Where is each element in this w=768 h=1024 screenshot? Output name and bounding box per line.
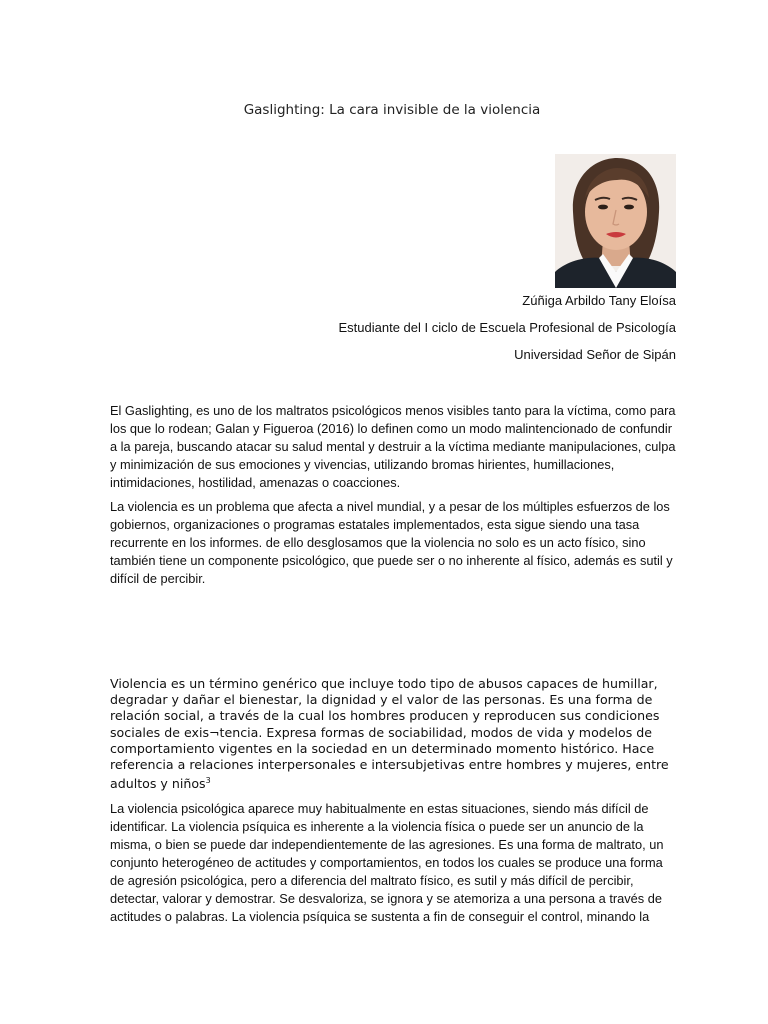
paragraph-intro: El Gaslighting, es uno de los maltratos psicológicos menos visibles tanto para la víctima, como para los que lo rodean; Galan y Figueroa (2016) lo definen como un modo malintencionado de confundir a la pareja, buscando atacar su salud mental y destruir a la víctima mediante manipulaciones, culpa y minimización de sus emociones y vivencias, utilizando bromas hirientes, humillaciones, intimidaciones, hostilidad, amenazas o coacciones. (110, 403, 676, 490)
quote-paragraph (110, 676, 680, 793)
paragraph-psychological: La violencia psicológica aparece muy habitualmente en estas situaciones, siendo más difícil de identificar. La violencia psíquica es inherente a la violencia física o puede ser un anuncio de la misma, o bien se puede dar independientemente de las agresiones. Es una forma de maltrato, un conjunto heterogéneo de actitudes y comportamientos, en todos los cuales se produce una forma de agresión psicológica, pero a diferencia del maltrato físico, es sutil y más difícil de percibir, detectar, valorar y demostrar. Se desvaloriza, se ignora y se atemoriza a una persona a través de actitudes o palabras. La violencia psíquica se sustenta a fin de conseguir el control, minando la (110, 801, 664, 924)
author-name: Zúñiga Arbildo Tany Eloísa (522, 293, 676, 308)
paragraph-violence: La violencia es un problema que afecta a nivel mundial, y a pesar de los múltiples esfuerzos de los gobiernos, organizaciones o programas estatales implementados, esta sigue siendo una tasa recurrente en los informes. de ello desglosamos que la violencia no solo es un acto físico, sino también tiene un componente psicológico, que puede ser o no inherente al físico, además es sutil y difícil de percibir. (110, 499, 673, 586)
footnote-marker: 3 (205, 776, 211, 786)
author-role: Estudiante del I ciclo de Escuela Profesional de Psicología (338, 320, 676, 335)
author-university: Universidad Señor de Sipán (514, 347, 676, 362)
document-title: Gaslighting: La cara invisible de la violencia (243, 102, 541, 118)
quote-text: Violencia es un término genérico que incluye todo tipo de abusos capaces de humillar, degradar y dañar el bienestar, la dignidad y el valor de las personas. Es una forma de relación social, a través de la cual los hombres producen y reproducen sus condiciones sociales de exis¬tencia. Expresa formas de sociabilidad, modos de vida y modelos de comportamiento vigentes en la sociedad en un determinado momento histórico. Hace referencia a relaciones interpersonales e intersubjetivas entre hombres y mujeres, entre adultos y niños (110, 676, 669, 792)
author-photo (555, 154, 676, 288)
